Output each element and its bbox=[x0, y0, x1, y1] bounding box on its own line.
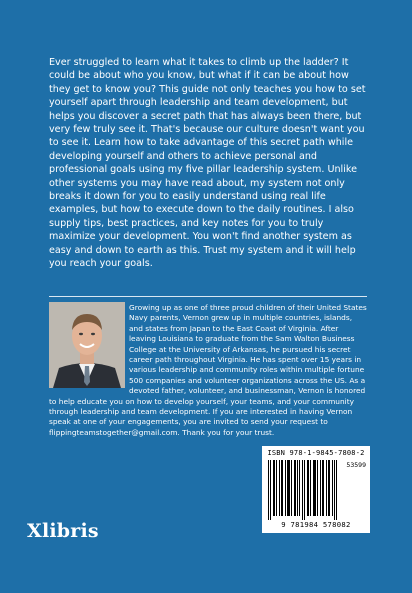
isbn-barcode bbox=[262, 446, 370, 533]
author-bio: Growing up as one of three proud children of their United States Navy parents, Vernon grew up in multiple countries, islands, and states from Japan to the East Coast of Virginia. After leaving Louisiana to graduate from the Sam Walton Business College at the University of Arkansas, he pursued his secret career path throughout Virginia. He has spent over 15 years in various leadership and community roles within multiple fortune 500 companies and volunteer organizations across the US. As a devoted father, volunteer, and businessman, Vernon is honored to help educate you on how to develop yourself, your teams, and your community through leadership and team development. If you are interested in having Vernon speak at one of your engagements, you are invited to send your request to flippingteamstogether@gmail.com. Thank you for your trust. bbox=[49, 303, 367, 437]
price-code: 53599 bbox=[346, 461, 366, 469]
author-bio-block bbox=[49, 303, 367, 438]
publisher-logo: Xlibris bbox=[27, 520, 99, 542]
section-divider bbox=[49, 296, 367, 297]
barcode-digits: 9 781984 578082 bbox=[281, 520, 351, 529]
barcode-icon bbox=[268, 460, 338, 520]
isbn-label: ISBN 978-1-9845-7808-2 bbox=[267, 449, 365, 457]
back-cover-blurb: Ever struggled to learn what it takes to climb up the ladder? It could be about who you know, but what if it can be about how they get to know you? This guide not only teaches you how to set yourself apart through leadership and team development, but helps you discover a secret path that has always been there, but very few truly see it. That's because our culture doesn't want you to see it. Learn how to take advantage of this secret path while developing yourself and others to achieve personal and professional goals using my five pillar leadership system. Unlike other systems you may have read about, my system not only breaks it down for you to easily understand using real life examples, but how to execute down to the daily routines. I also supply tips, best practices, and key notes for you to truly maximize your development. You won't find another system as easy and down to earth as this. Trust my system and it will help you reach your goals. bbox=[49, 57, 366, 270]
